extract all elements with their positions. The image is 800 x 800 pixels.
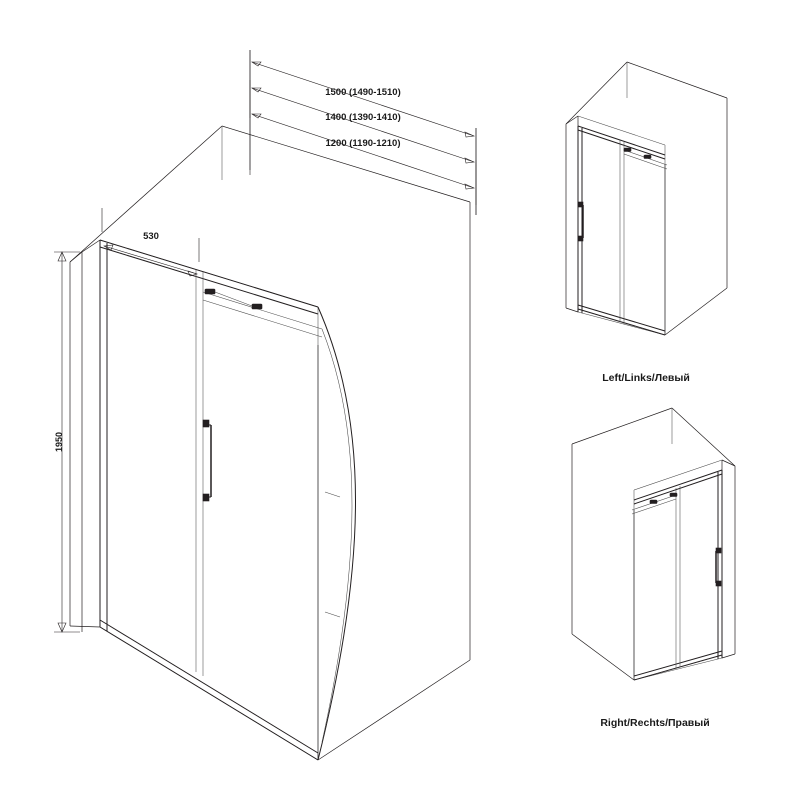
left-variant-handle-icon (578, 202, 583, 241)
main-view-group (70, 126, 470, 760)
dimension-label-1500: 1500 (1490-1510) (325, 87, 401, 98)
enclosure-inner-walls (100, 126, 318, 760)
enclosure-outer-shell (70, 126, 470, 760)
sliding-door-assembly (100, 240, 356, 760)
right-variant-view-group (572, 408, 735, 729)
door-roller-hardware (205, 289, 262, 309)
dimension-label-1950: 1950 (54, 431, 64, 453)
dimension-label-1200: 1200 (1190-1210) (325, 138, 401, 149)
left-variant-view-group (566, 62, 727, 384)
height-dimension-group (54, 252, 80, 632)
dimension-label-1400: 1400 (1390-1410) (325, 112, 401, 123)
width-dimensions-group (250, 50, 476, 215)
caption-left-variant: Left/Links/Левый (602, 372, 690, 384)
dimension-label-530: 530 (143, 231, 159, 242)
door-handle-icon (203, 420, 211, 501)
caption-right-variant: Right/Rechts/Правый (600, 717, 710, 729)
